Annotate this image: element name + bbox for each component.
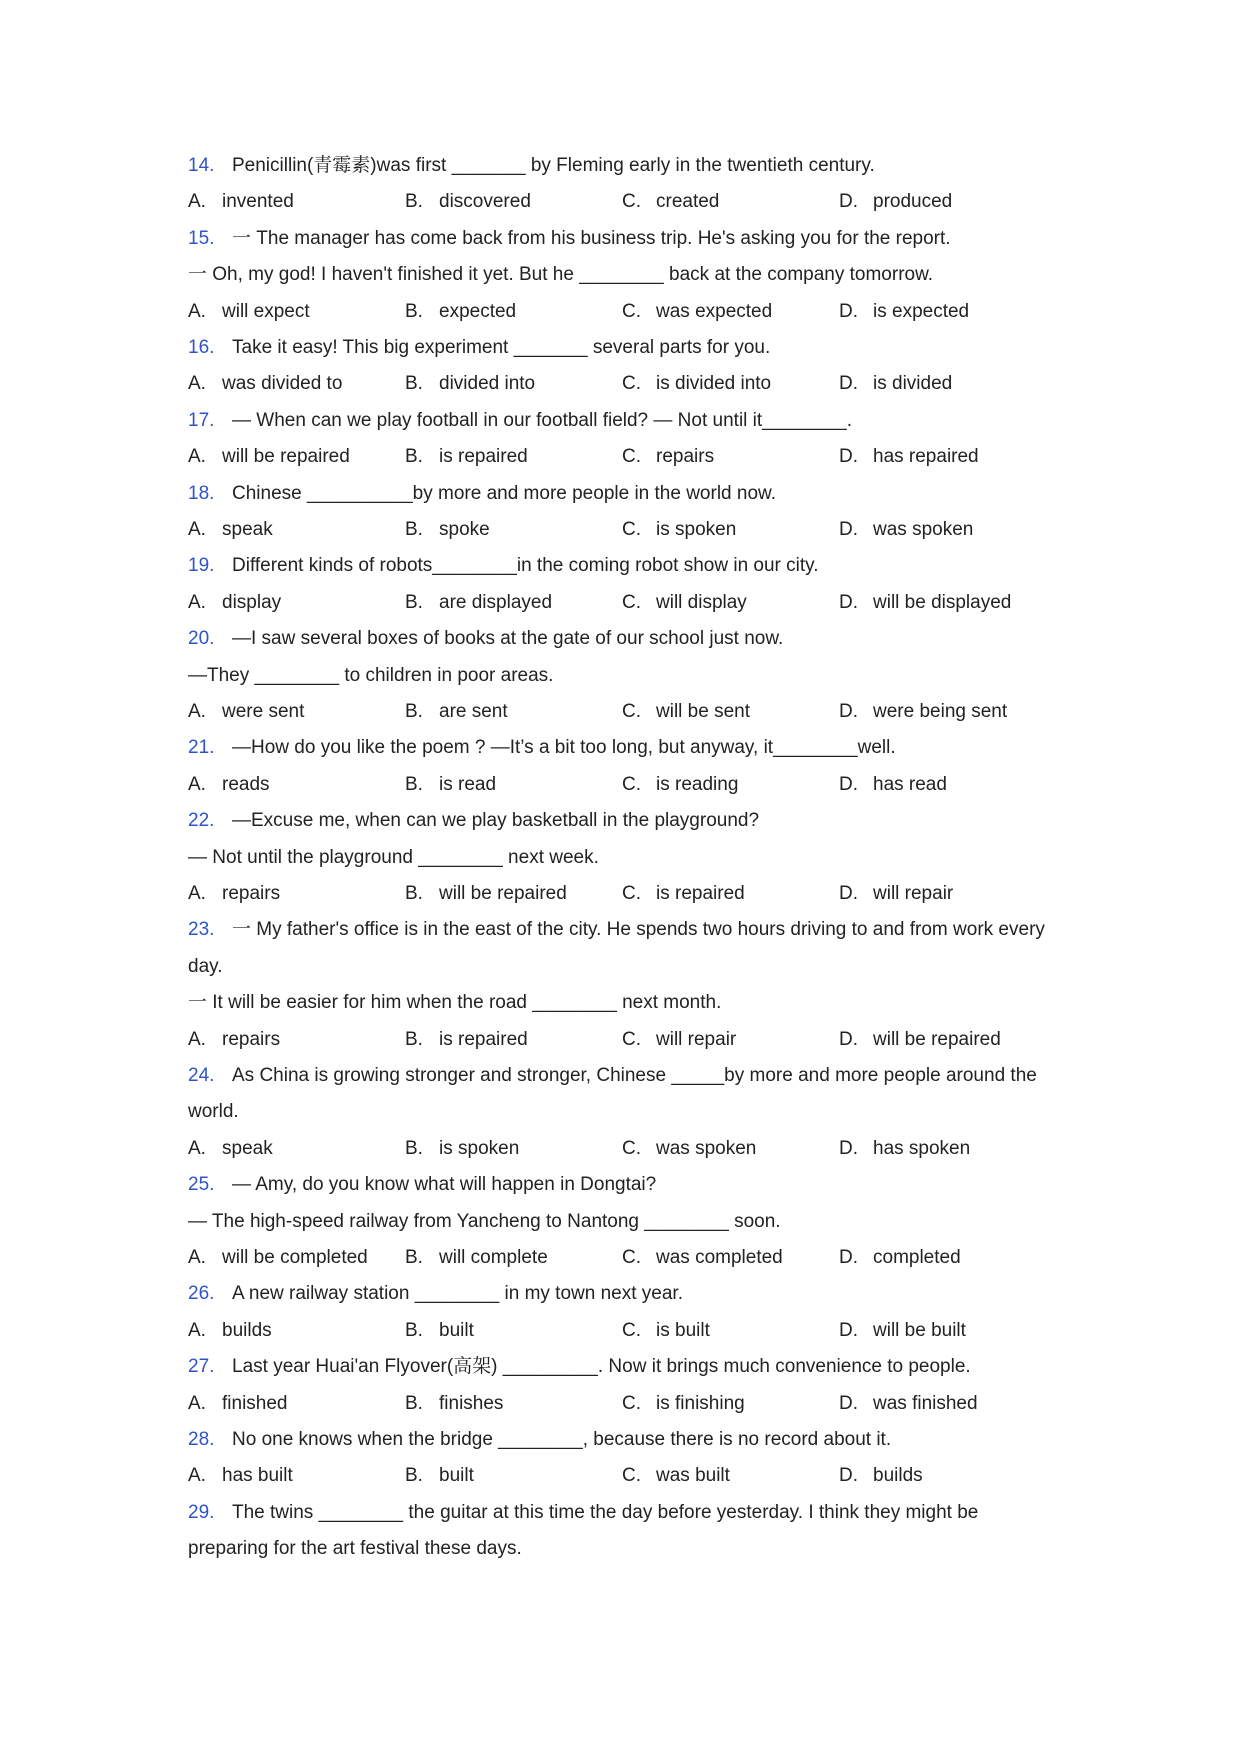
option-letter: A. [188,1319,206,1341]
question-dialogue-line [188,985,1058,1021]
option-a[interactable] [188,1386,405,1422]
question-text: —I saw several boxes of books at the gate of our school just now. [232,628,784,650]
option-letter: C. [622,1465,641,1487]
option-d[interactable] [839,694,1056,730]
option-c[interactable] [622,512,839,548]
option-d[interactable] [839,439,1056,475]
question-stem [188,1167,1058,1203]
question-number: 16. [188,337,215,358]
option-b[interactable] [405,294,622,330]
question-text: — The high-speed railway from Yancheng to Nantong ________ soon. [188,1210,781,1232]
option-text: produced [873,191,953,213]
option-a[interactable] [188,184,405,220]
option-c[interactable] [622,1313,839,1349]
option-d[interactable] [839,1022,1056,1058]
question-text: — Amy, do you know what will happen in Dongtai? [232,1174,657,1196]
question-text: —They ________ to children in poor areas. [188,664,554,686]
option-letter: C. [622,1392,641,1414]
option-text: has repaired [873,446,979,468]
option-text: will be repaired [873,1028,1001,1050]
option-letter: C. [622,1319,641,1341]
option-a[interactable] [188,366,405,402]
question-text: —Excuse me, when can we play basketball in the playground? [232,810,760,832]
question-number: 26. [188,1283,215,1305]
option-text: discovered [439,191,531,213]
option-text: were sent [222,701,305,722]
option-text: divided into [439,373,536,395]
answer-options [188,767,1058,803]
option-b[interactable] [405,876,622,912]
option-text: is reading [656,773,739,795]
option-a[interactable] [188,876,405,912]
option-letter: B. [405,373,423,395]
option-a[interactable] [188,585,405,621]
option-letter: D. [839,519,858,540]
option-text: speak [222,1137,273,1159]
option-text: repairs [656,446,715,468]
option-text: is expected [873,300,970,322]
option-letter: D. [839,191,858,213]
option-text: will repair [656,1028,737,1050]
option-letter: B. [405,300,423,322]
option-text: builds [873,1465,923,1487]
question-text: —How do you like the poem ? —It’s a bit too long, but anyway, it________well. [232,737,896,759]
answer-options [188,439,1058,475]
question-number: 28. [188,1429,215,1450]
option-letter: B. [405,519,423,540]
option-a[interactable] [188,1240,405,1276]
option-b[interactable] [405,1240,622,1276]
option-letter: C. [622,591,641,613]
option-d[interactable] [839,876,1056,912]
option-letter: D. [839,373,858,395]
question [188,1495,1058,1568]
question-text: The twins ________ the guitar at this time the day before yesterday. I think they might be preparing for the art festival these days. [188,1501,979,1560]
option-c[interactable] [622,1458,839,1494]
option-b[interactable] [405,184,622,220]
option-letter: D. [839,773,858,795]
option-letter: C. [622,883,641,904]
option-text: is spoken [439,1137,520,1159]
question-text: No one knows when the bridge ________, because there is no record about it. [232,1429,892,1450]
option-letter: A. [188,1028,206,1050]
option-letter: A. [188,701,206,722]
option-letter: A. [188,446,206,468]
option-letter: C. [622,373,641,395]
option-b[interactable] [405,1313,622,1349]
option-c[interactable] [622,1022,839,1058]
option-d[interactable] [839,585,1056,621]
question-number: 22. [188,810,215,832]
option-b[interactable] [405,585,622,621]
answer-options [188,1131,1058,1167]
question-number: 23. [188,919,215,941]
question-stem [188,330,1058,366]
question [188,330,1058,403]
question-dialogue-line [188,840,1058,876]
question-text: — Not until the playground ________ next week. [188,846,599,868]
option-letter: D. [839,300,858,322]
option-letter: C. [622,1028,641,1050]
option-text: spoke [439,519,490,540]
question [188,1058,1058,1167]
option-text: will complete [439,1247,548,1269]
option-text: has read [873,773,947,795]
question [188,621,1058,730]
question-stem [188,221,1058,257]
answer-options [188,1458,1058,1494]
option-text: was completed [656,1247,783,1269]
question [188,912,1058,1058]
option-letter: A. [188,591,206,613]
answer-options [188,1313,1058,1349]
option-a[interactable] [188,294,405,330]
question-stem [188,730,1058,766]
question-number: 25. [188,1174,215,1196]
question-stem [188,1422,1058,1458]
question [188,548,1058,621]
option-text: finishes [439,1392,504,1414]
option-d[interactable] [839,294,1056,330]
option-text: finished [222,1392,288,1414]
option-letter: D. [839,1137,858,1159]
option-letter: B. [405,883,423,904]
option-letter: B. [405,1028,423,1050]
option-text: repairs [222,1028,281,1050]
option-text: was expected [656,300,773,322]
option-c[interactable] [622,366,839,402]
option-letter: C. [622,1247,641,1269]
option-letter: B. [405,591,423,613]
question [188,1276,1058,1349]
option-letter: A. [188,191,206,213]
option-letter: A. [188,519,206,540]
option-text: was finished [873,1392,978,1414]
option-text: is divided into [656,373,772,395]
question [188,476,1058,549]
option-c[interactable] [622,1240,839,1276]
option-letter: A. [188,1465,206,1487]
question-text: 一 It will be easier for him when the road ________ next month. [188,992,722,1014]
option-letter: D. [839,1392,858,1414]
option-text: completed [873,1247,961,1269]
question-text: Chinese __________by more and more people in the world now. [232,482,776,504]
option-text: expected [439,300,517,322]
option-text: will be completed [222,1247,368,1269]
question [188,403,1058,476]
question-text: 一 The manager has come back from his business trip. He's asking you for the report. [232,227,951,249]
option-text: will be displayed [873,591,1012,613]
option-letter: C. [622,519,641,540]
option-b[interactable] [405,366,622,402]
answer-options [188,876,1058,912]
option-text: reads [222,773,270,795]
option-letter: A. [188,883,206,904]
option-text: will expect [222,300,310,322]
question-stem [188,148,1058,184]
option-c[interactable] [622,1386,839,1422]
question-stem [188,403,1058,439]
option-c[interactable] [622,1131,839,1167]
question-number: 15. [188,227,215,249]
option-text: display [222,591,282,613]
question [188,1167,1058,1276]
question-text: 一 My father's office is in the east of the city. He spends two hours driving to and from work every day. [188,919,1045,977]
option-d[interactable] [839,1458,1056,1494]
option-b[interactable] [405,1386,622,1422]
question-number: 14. [188,155,215,176]
option-letter: A. [188,773,206,795]
question [188,1422,1058,1495]
option-a[interactable] [188,1131,405,1167]
question-text: As China is growing stronger and stronger, Chinese _____by more and more people around the world. [188,1065,1037,1123]
option-letter: D. [839,1247,858,1269]
question-stem [188,1349,1058,1385]
option-c[interactable] [622,876,839,912]
option-text: was divided to [222,373,343,395]
option-c[interactable] [622,184,839,220]
option-letter: A. [188,300,206,322]
answer-options [188,1022,1058,1058]
option-letter: C. [622,191,641,213]
answer-options [188,1386,1058,1422]
option-text: will be repaired [439,883,567,904]
option-text: will display [656,591,747,613]
option-letter: C. [622,300,641,322]
answer-options [188,366,1058,402]
question-list [188,148,1058,1568]
option-c[interactable] [622,767,839,803]
option-b[interactable] [405,512,622,548]
question-text: Last year Huai'an Flyover(高架) _________. Now it brings much convenience to people. [232,1356,971,1378]
option-d[interactable] [839,1240,1056,1276]
option-c[interactable] [622,439,839,475]
option-text: is repaired [439,446,528,468]
option-letter: C. [622,446,641,468]
question-stem [188,476,1058,512]
option-text: is divided [873,373,953,395]
option-letter: B. [405,1392,423,1414]
option-letter: D. [839,1028,858,1050]
option-text: is repaired [439,1028,528,1050]
answer-options [188,1240,1058,1276]
question [188,221,1058,330]
question-text: 一 Oh, my god! I haven't finished it yet. But he ________ back at the company tomorrow. [188,264,934,286]
option-text: are sent [439,701,508,722]
question-text: Penicillin(青霉素)was first _______ by Fleming early in the twentieth century. [232,155,875,176]
option-letter: B. [405,1319,423,1341]
question [188,1349,1058,1422]
option-d[interactable] [839,366,1056,402]
option-text: built [439,1319,474,1341]
option-letter: A. [188,1247,206,1269]
option-text: will repair [873,883,954,904]
option-a[interactable] [188,767,405,803]
question-stem [188,1495,1058,1568]
answer-options [188,184,1058,220]
option-text: will be repaired [222,446,350,468]
option-letter: D. [839,701,858,722]
option-c[interactable] [622,294,839,330]
option-text: is built [656,1319,710,1341]
option-letter: B. [405,191,423,213]
option-text: was spoken [873,519,974,540]
option-d[interactable] [839,1131,1056,1167]
option-d[interactable] [839,1313,1056,1349]
option-text: is repaired [656,883,745,904]
option-text: was built [656,1465,730,1487]
option-a[interactable] [188,1458,405,1494]
option-letter: A. [188,1392,206,1414]
question-stem [188,912,1058,985]
question [188,730,1058,803]
option-letter: D. [839,1319,858,1341]
option-c[interactable] [622,694,839,730]
option-text: built [439,1465,474,1487]
option-letter: C. [622,1137,641,1159]
option-letter: D. [839,591,858,613]
option-b[interactable] [405,767,622,803]
option-letter: B. [405,1137,423,1159]
question-number: 29. [188,1501,215,1523]
option-b[interactable] [405,1131,622,1167]
answer-options [188,512,1058,548]
option-b[interactable] [405,1022,622,1058]
question-stem [188,1276,1058,1312]
question-number: 18. [188,482,215,504]
option-a[interactable] [188,1022,405,1058]
option-text: were being sent [873,701,1008,722]
question-number: 20. [188,628,215,650]
question-number: 21. [188,737,215,759]
question-number: 17. [188,409,215,431]
option-b[interactable] [405,694,622,730]
answer-options [188,585,1058,621]
option-text: is finishing [656,1392,745,1414]
question-dialogue-line [188,257,1058,293]
option-a[interactable] [188,694,405,730]
option-letter: C. [622,773,641,795]
option-letter: B. [405,1247,423,1269]
question-dialogue-line [188,658,1058,694]
question [188,148,1058,221]
question-stem [188,803,1058,839]
option-letter: A. [188,1137,206,1159]
option-letter: D. [839,883,858,904]
question-stem [188,548,1058,584]
question-text: A new railway station ________ in my town next year. [232,1283,683,1305]
question-number: 27. [188,1356,215,1378]
option-d[interactable] [839,184,1056,220]
question-text: — When can we play football in our football field? — Not until it________. [232,409,852,431]
question-text: Take it easy! This big experiment _______ several parts for you. [232,337,771,358]
question-number: 19. [188,555,215,577]
option-letter: B. [405,701,423,722]
option-text: are displayed [439,591,553,613]
option-text: speak [222,519,273,540]
question-text: Different kinds of robots________in the coming robot show in our city. [232,555,819,577]
option-text: will be built [873,1319,966,1341]
option-d[interactable] [839,767,1056,803]
option-letter: B. [405,446,423,468]
question [188,803,1058,912]
option-letter: D. [839,446,858,468]
option-text: builds [222,1319,272,1341]
option-text: created [656,191,720,213]
question-stem [188,1058,1058,1131]
option-b[interactable] [405,439,622,475]
option-text: has spoken [873,1137,971,1159]
option-d[interactable] [839,512,1056,548]
option-text: has built [222,1465,293,1487]
option-letter: A. [188,373,206,395]
question-number: 24. [188,1065,215,1086]
option-text: was spoken [656,1137,757,1159]
question-dialogue-line [188,1204,1058,1240]
answer-options [188,294,1058,330]
option-a[interactable] [188,439,405,475]
option-a[interactable] [188,512,405,548]
option-letter: D. [839,1465,858,1487]
option-letter: B. [405,773,423,795]
option-d[interactable] [839,1386,1056,1422]
option-letter: B. [405,1465,423,1487]
option-b[interactable] [405,1458,622,1494]
option-text: is spoken [656,519,737,540]
option-letter: C. [622,701,641,722]
option-text: will be sent [656,701,750,722]
question-stem [188,621,1058,657]
option-text: invented [222,191,294,213]
answer-options [188,694,1058,730]
option-c[interactable] [622,585,839,621]
option-a[interactable] [188,1313,405,1349]
option-text: is read [439,773,497,795]
option-text: repairs [222,883,281,904]
